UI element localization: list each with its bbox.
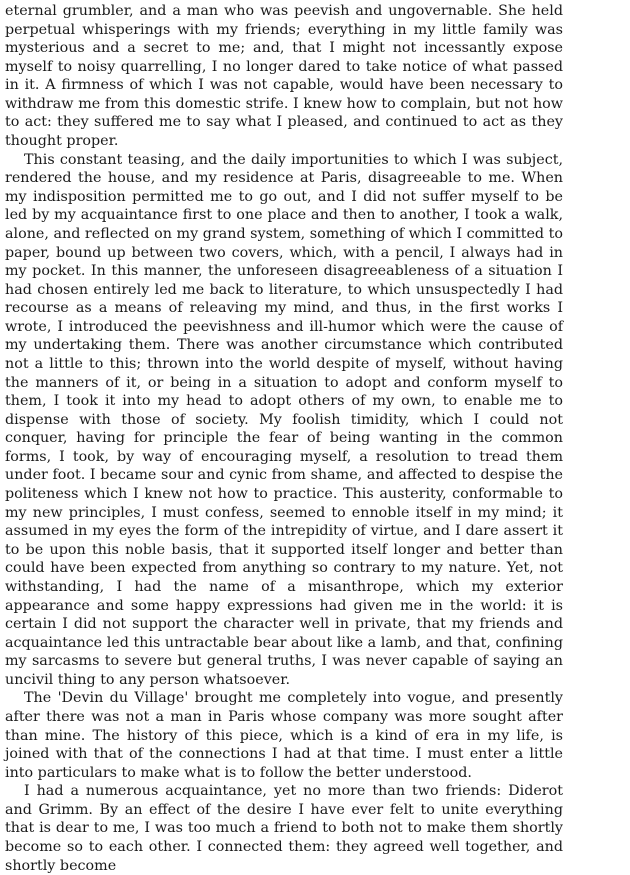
- paragraph-numerous-acquaintance: I had a numerous acquaintance, yet no more than two friends: Diderot and Grimm. By an effect of the desire I have ever felt to unite everything that is dear to me, I was too much a friend to both not to make them shortly become so to each other. I connected them: they agreed well together, and shortly become: [5, 783, 563, 874]
- book-page-text: [5, 2, 563, 875]
- paragraph-continued: eternal grumbler, and a man who was peevish and ungovernable. She held perpetual whisperings with my friends; everything in my little family was mysterious and a secret to me; and, that I might not incessantly expose myself to noisy quarrelling, I no longer dared to take notice of what passed in it. A firmness of which I was not capable, would have been necessary to withdraw me from this domestic strife. I knew how to complain, but not how to act: they suffered me to say what I pleased, and continued to act as they thought proper.: [5, 3, 563, 150]
- paragraph-constant-teasing: This constant teasing, and the daily importunities to which I was subject, rendered the house, and my residence at Paris, disagreeable to me. When my indisposition permitted me to go out, and I did not suffer myself to be led by my acquaintance first to one place and then to another, I took a walk, alone, and reflected on my grand system, something of which I committed to paper, bound up between two covers, which, with a pencil, I always had in my pocket. In this manner, the unforeseen disagreeableness of a situation I had chosen entirely led me back to literature, to which unsuspectedly I had recourse as a means of releaving my mind, and thus, in the first works I wrote, I introduced the peevishness and ill-humor which were the cause of my undertaking them. There was another circumstance which contributed not a little to this; thrown into the world despite of myself, without having the manners of it, or being in a situation to adopt and conform myself to them, I took it into my head to adopt others of my own, to enable me to dispense with those of society. My foolish timidity, which I could not conquer, having for principle the fear of being wanting in the common forms, I took, by way of encouraging myself, a resolution to tread them under foot. I became sour and cynic from shame, and affected to despise the politeness which I knew not how to practice. This austerity, conformable to my new principles, I must confess, seemed to ennoble itself in my mind; it assumed in my eyes the form of the intrepidity of virtue, and I dare assert it to be upon this noble basis, that it supported itself longer and better than could have been expected from anything so contrary to my nature. Yet, not withstanding, I had the name of a misanthrope, which my exterior appearance and some happy expressions had given me in the world: it is certain I did not support the character well in private, that my friends and acquaintance led this untractable bear about like a lamb, and that, confining my sarcasms to severe but general truths, I was never capable of saying an uncivil thing to any person whatsoever.: [5, 151, 563, 688]
- paragraph-devin-du-village: The 'Devin du Village' brought me completely into vogue, and presently after there was not a man in Paris whose company was more sought after than mine. The history of this piece, which is a kind of era in my life, is joined with that of the connections I had at that time. I must enter a little into particulars to make what is to follow the better understood.: [5, 690, 563, 781]
